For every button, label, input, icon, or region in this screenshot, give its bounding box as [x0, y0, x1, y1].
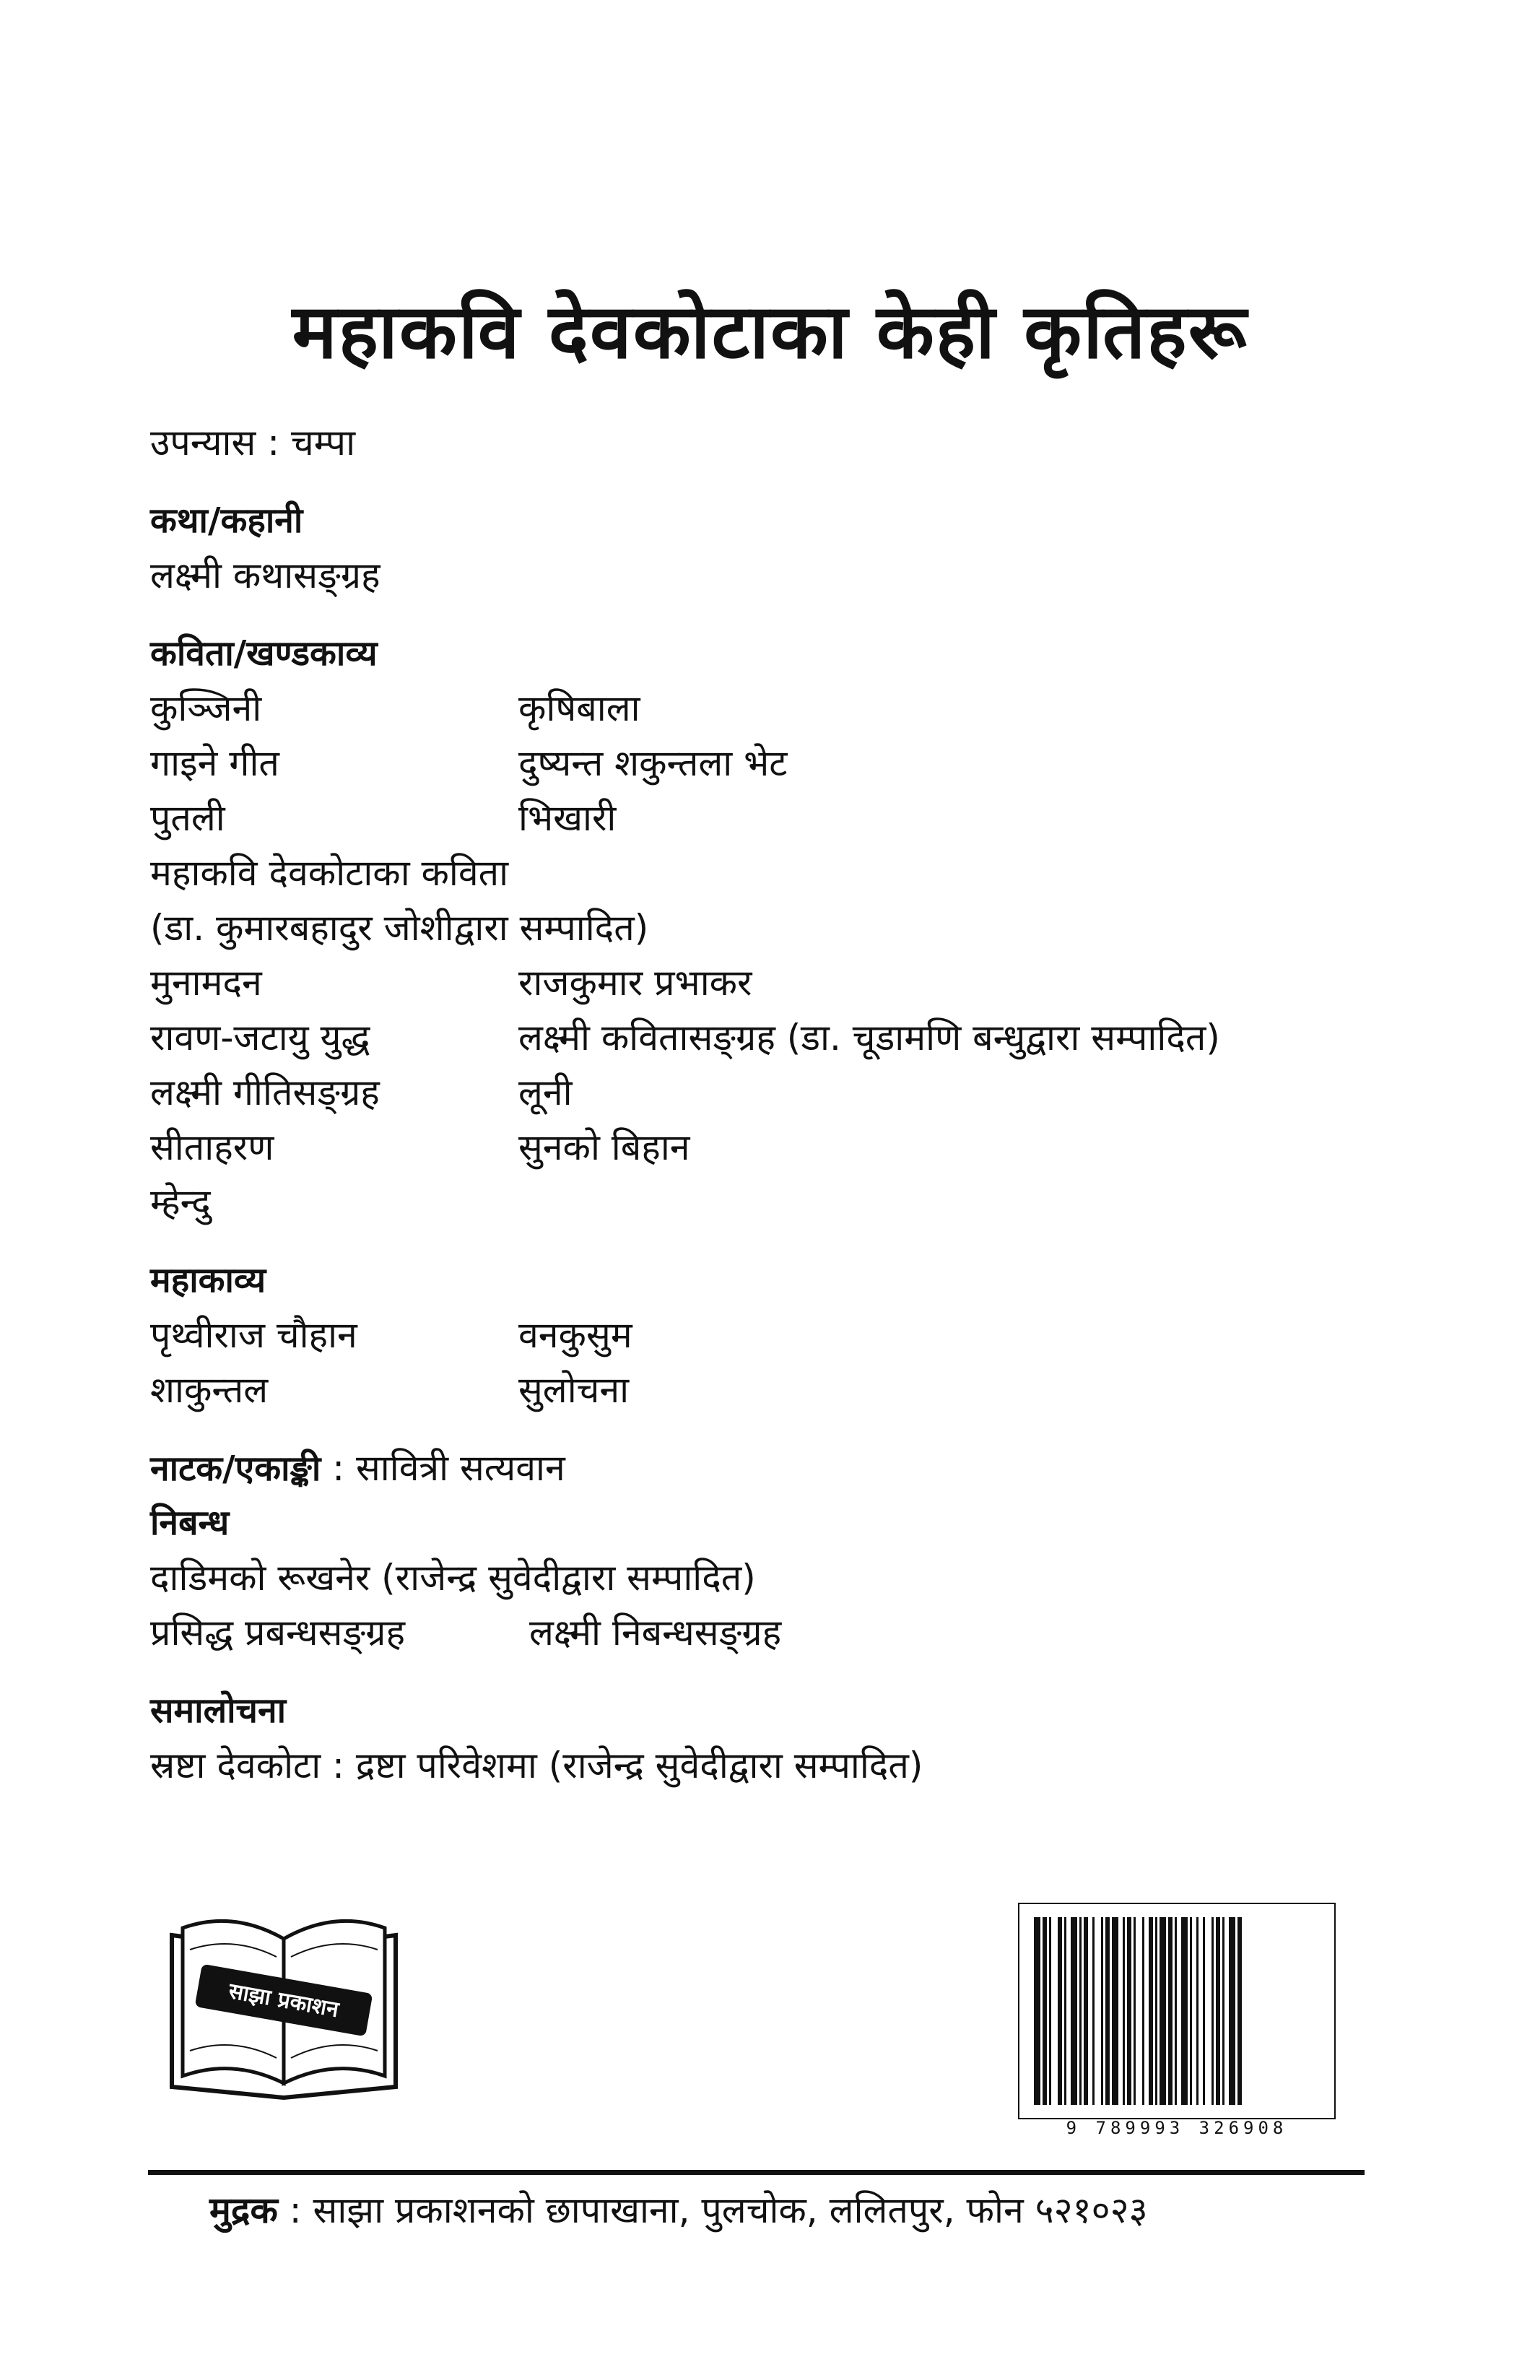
- barcode-bar: [1034, 1917, 1040, 2105]
- list-item: भिखारी: [518, 797, 617, 839]
- list-item: शाकुन्तल: [150, 1369, 269, 1411]
- list-item: सुनको बिहान: [518, 1126, 690, 1168]
- barcode-bar: [1142, 1917, 1144, 2105]
- barcode-bar: [1190, 1917, 1192, 2105]
- barcode-bar: [1211, 1917, 1214, 2105]
- barcode-bar: [1229, 1917, 1235, 2105]
- list-item: कुञ्जिनी: [150, 687, 262, 729]
- stories-heading: कथा/कहानी: [150, 500, 303, 541]
- epic-heading: महाकाव्य: [150, 1260, 266, 1300]
- barcode-bar: [1079, 1917, 1082, 2105]
- poetry-row: [150, 955, 1486, 1010]
- list-item: पृथ्वीराज चौहान: [150, 1314, 357, 1356]
- poetry-heading: कविता/खण्डकाव्य: [150, 633, 378, 674]
- barcode-bar: [1058, 1917, 1062, 2105]
- list-item: कृषिबाला: [518, 687, 640, 729]
- publisher-logo: [165, 1906, 403, 2101]
- barcode-bar: [1168, 1917, 1173, 2105]
- barcode-bar: [1196, 1917, 1198, 2105]
- barcode-bar: [1105, 1917, 1110, 2105]
- barcode-bar: [1064, 1917, 1066, 2105]
- list-item: वनकुसुम: [518, 1314, 632, 1356]
- epic-row: [150, 1363, 1486, 1417]
- list-item: दुष्यन्त शकुन्तला भेट: [518, 742, 788, 784]
- criticism-heading: समालोचना: [150, 1690, 287, 1731]
- barcode-icon: [1018, 1903, 1336, 2119]
- list-item: म्हेन्दु: [150, 1181, 211, 1223]
- barcode-bar: [1216, 1917, 1220, 2105]
- list-item: गाइने गीत: [150, 742, 279, 784]
- poetry-row: [150, 736, 1486, 791]
- novel-value: चम्पा: [290, 422, 356, 464]
- list-item: लक्ष्मी निबन्धसङ्ग्रह: [529, 1612, 782, 1654]
- list-item: सुलोचना: [518, 1369, 630, 1411]
- barcode-bar: [1222, 1917, 1224, 2105]
- list-item: स्रष्टा देवकोटा : द्रष्टा परिवेशमा (राजेन्द्र सुवेदीद्वारा सम्पादित): [150, 1745, 923, 1786]
- barcode-bar: [1123, 1917, 1125, 2105]
- barcode-bar: [1175, 1917, 1177, 2105]
- barcode-bar: [1237, 1917, 1242, 2105]
- drama-value: सावित्री सत्यवान: [356, 1447, 565, 1489]
- list-item: महाकवि देवकोटाका कविता: [150, 852, 509, 894]
- novel-line: [150, 415, 1486, 470]
- printer-separator: :: [289, 2189, 302, 2231]
- drama-label: नाटक/एकाङ्की: [150, 1449, 321, 1489]
- barcode-bar: [1049, 1917, 1051, 2105]
- poetry-row: [150, 681, 1486, 736]
- barcode-bar: [1127, 1917, 1131, 2105]
- poetry-row: [150, 1010, 1486, 1065]
- barcode-bar: [1203, 1917, 1205, 2105]
- drama-line: [150, 1441, 1486, 1495]
- barcode-bar: [1112, 1917, 1118, 2105]
- printer-label: मुद्रक: [209, 2189, 278, 2231]
- printer-line: [209, 2184, 1148, 2233]
- list-item: पुतली: [150, 797, 225, 839]
- barcode-bar: [1134, 1917, 1136, 2105]
- barcode-bar: [1043, 1917, 1047, 2105]
- essay-heading: निबन्ध: [150, 1503, 230, 1543]
- novel-label: उपन्यास: [150, 422, 256, 464]
- barcode-bar: [1181, 1917, 1188, 2105]
- list-item: दाडिमको रूखनेर (राजेन्द्र सुवेदीद्वारा सम्पादित): [150, 1557, 756, 1599]
- printer-value: साझा प्रकाशनको छापाखाना, पुलचोक, ललितपुर, फोन ५२१०२३: [313, 2189, 1148, 2231]
- essay-row: [150, 1605, 1486, 1660]
- barcode-bar: [1092, 1917, 1095, 2105]
- epic-row: [150, 1308, 1486, 1363]
- list-item: प्रसिद्ध प्रबन्धसङ्ग्रह: [150, 1612, 406, 1654]
- barcode-bar: [1071, 1917, 1077, 2105]
- barcode-bar: [1149, 1917, 1153, 2105]
- logo-text: साझा प्रकाशन: [227, 1978, 341, 2023]
- works-list: [150, 415, 1486, 1793]
- drama-separator: :: [332, 1447, 345, 1489]
- list-item: लूनी: [518, 1072, 573, 1113]
- open-book-icon: [165, 1906, 403, 2101]
- novel-separator: :: [267, 422, 280, 464]
- list-item: मुनामदन: [150, 962, 262, 1004]
- list-item: लक्ष्मी गीतिसङ्ग्रह: [150, 1072, 380, 1113]
- poetry-row: [150, 791, 1486, 846]
- poetry-row: [150, 1065, 1486, 1120]
- divider: [148, 2170, 1365, 2175]
- barcode-digits: 9 789993 326908: [1066, 2118, 1288, 2138]
- poetry-row: [150, 1120, 1486, 1175]
- barcode-bar: [1084, 1917, 1088, 2105]
- isbn-barcode: [1018, 1903, 1336, 2137]
- list-item: रावण-जटायु युद्ध: [150, 1017, 370, 1059]
- list-item: लक्ष्मी कथासङ्ग्रह: [150, 555, 380, 596]
- list-item: सीताहरण: [150, 1126, 274, 1168]
- barcode-bar: [1155, 1917, 1157, 2105]
- list-item-note: (डा. कुमारबहादुर जोशीद्वारा सम्पादित): [150, 907, 649, 949]
- list-item: लक्ष्मी कवितासङ्ग्रह (डा. चूडामणि बन्धुद्वारा सम्पादित): [518, 1017, 1220, 1059]
- barcode-bar: [1160, 1917, 1166, 2105]
- barcode-bar: [1101, 1917, 1103, 2105]
- list-item: राजकुमार प्रभाकर: [518, 962, 752, 1004]
- page-title: महाकवि देवकोटाका केही कृतिहरू: [292, 287, 1248, 375]
